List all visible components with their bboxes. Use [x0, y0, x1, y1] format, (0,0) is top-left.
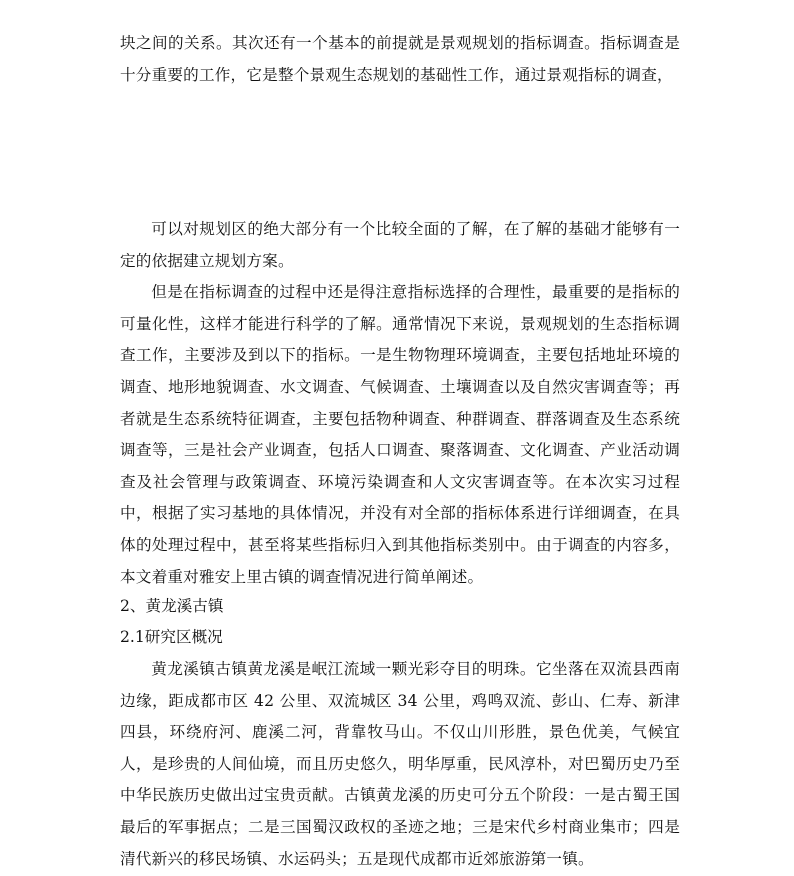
paragraph-huanglongxi-overview: 黄龙溪镇古镇黄龙溪是岷江流域一颗光彩夺目的明珠。它坐落在双流县西南边缘，距成都市区 42 公里、双流城区 34 公里，鸡鸣双流、彭山、仁寿、新津四县，环绕府河、鹿溪二河，背靠牧马山。不仅山川形胜，景色优美，气候宜人，是珍贵的人间仙境，而且历史悠久，明华厚重，民风淳朴，对巴蜀历史乃至中华民族历史做出过宝贵贡献。古镇黄龙溪的历史可分五个阶段：一是古蜀王国最后的军事据点；二是三国蜀汉政权的圣迹之地；三是宋代乡村商业集市；四是清代新兴的移民场镇、水运码头；五是现代成都市近郊旅游第一镇。	[120, 660, 680, 868]
final-paragraph-block	[120, 654, 680, 875]
paragraph-indicator-survey: 但是在指标调查的过程中还是得注意指标选择的合理性，最重要的是指标的可量化性，这样才能进行科学的了解。通常情况下来说，景观规划的生态指标调查工作，主要涉及到以下的指标。一是生物物理环境调查，主要包括地址环境的调查、地形地貌调查、水文调查、气候调查、土壤调查以及自然灾害调查等；再者就是生态系统特征调查，主要包括物种调查、种群调查、群落调查及生态系统调查等，三是社会产业调查，包括人口调查、聚落调查、文化调查、产业活动调查及社会管理与政策调查、环境污染调查和人文灾害调查等。在本次实习过程中，根据了实习基地的具体情况，并没有对全部的指标体系进行详细调查，在具体的处理过程中，甚至将某些指标归入到其他指标类别中。由于调查的内容多，本文着重对雅安上里古镇的调查情况进行简单阐述。	[120, 283, 680, 586]
top-paragraph: 块之间的关系。其次还有一个基本的前提就是景观规划的指标调查。指标调查是十分重要的工作，它是整个景观生态规划的基础性工作，通过景观指标的调查，	[120, 34, 680, 84]
top-paragraph-block	[120, 28, 680, 91]
section-heading: 2、黄龙溪古镇	[120, 597, 224, 615]
paragraph-planning-basis: 可以对规划区的绝大部分有一个比较全面的了解，在了解的基础才能够有一定的依据建立规划方案。	[120, 220, 680, 270]
body-paragraphs-block	[120, 214, 680, 593]
subsection-heading: 2.1研究区概况	[120, 628, 223, 646]
